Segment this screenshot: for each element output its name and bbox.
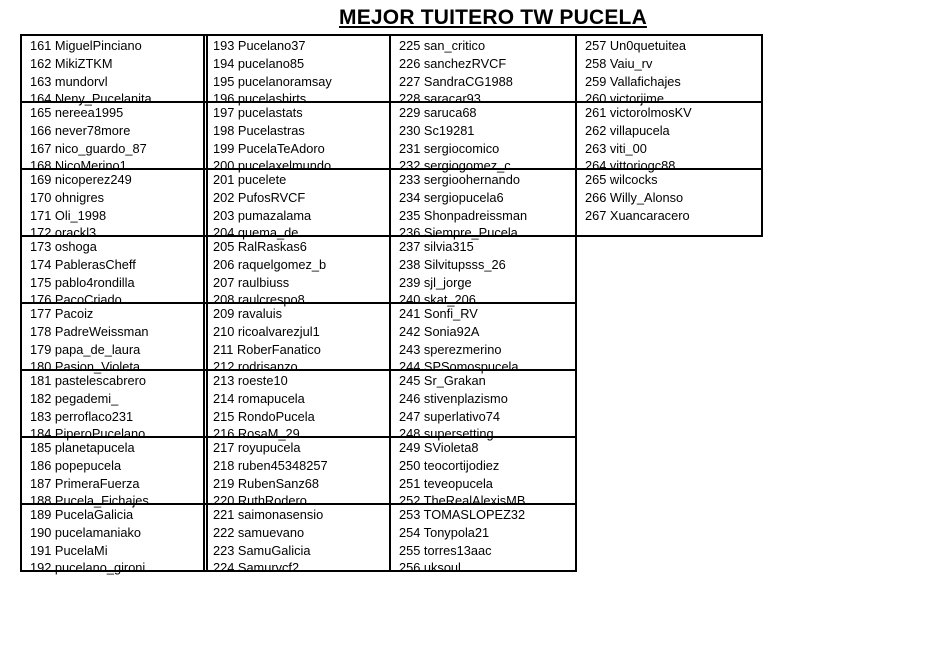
entry-group (389, 503, 577, 576)
list-item: 241 Sonfi_RV (399, 306, 478, 321)
entry-group (203, 302, 391, 375)
list-item: 263 viti_00 (585, 140, 647, 156)
list-item: 244 SPSomospucela (399, 359, 519, 375)
list-item: 177 Pacoiz (30, 306, 94, 321)
entry-group (203, 168, 391, 241)
list-item: 235 Shonpadreissman (399, 207, 528, 223)
entry-group (389, 302, 577, 375)
page-title: MEJOR TUITERO TW PUCELA (339, 6, 647, 29)
list-item: 198 Pucelastras (213, 122, 305, 138)
list-item: 180 Pasion_Violeta (30, 359, 141, 375)
list-item: 194 pucelano85 (213, 55, 305, 71)
list-item: 174 PablerasCheff (30, 256, 136, 272)
list-item: 247 superlativo74 (399, 408, 501, 424)
list-item: 206 raquelgomez_b (213, 256, 327, 272)
list-item (577, 224, 761, 242)
list-item: 211 RoberFanatico (213, 341, 321, 357)
list-item: 265 wilcocks (585, 172, 658, 187)
list-item: 162 MikiZTKM (30, 55, 113, 71)
list-item: 231 sergiocomico (399, 140, 500, 156)
list-item: 217 royupucela (213, 440, 301, 455)
entry-group (389, 235, 577, 308)
list-item: 163 mundorvl (30, 73, 108, 89)
list-item: 261 victorolmosKV (585, 105, 692, 120)
list-item: 184 PiperoPucelano (30, 426, 146, 442)
list-item: 218 ruben45348257 (213, 457, 328, 473)
list-item: 213 roeste10 (213, 373, 288, 388)
entry-group (203, 436, 391, 509)
list-item: 176 PacoCriado (30, 292, 122, 308)
list-item: 205 RalRaskas6 (213, 239, 307, 254)
entry-group (203, 503, 391, 576)
list-item: 224 Samurvcf2 (213, 560, 300, 576)
list-item: 189 PucelaGalicia (30, 507, 134, 522)
list-item: 246 stivenplazismo (399, 390, 508, 406)
entry-group (20, 436, 208, 509)
list-item: 199 PucelaTeAdoro (213, 140, 325, 156)
list-item: 197 pucelastats (213, 105, 303, 120)
list-item: 258 Vaiu_rv (585, 55, 653, 71)
list-item: 243 sperezmerino (399, 341, 502, 357)
list-item: 200 pucelaxelmundo (213, 158, 332, 174)
entry-group (20, 369, 208, 442)
list-item: 183 perroflaco231 (30, 408, 134, 424)
list-item: 178 PadreWeissman (30, 323, 149, 339)
list-item: 255 torres13aac (399, 542, 492, 558)
entry-group (203, 369, 391, 442)
table-column (575, 34, 763, 237)
entry-group (389, 34, 577, 107)
list-item: 245 Sr_Grakan (399, 373, 486, 388)
list-item: 221 saimonasensio (213, 507, 324, 522)
list-item: 169 nicoperez249 (30, 172, 132, 187)
list-item: 208 raulcrespo8 (213, 292, 305, 308)
entry-group (20, 168, 208, 241)
list-item: 193 Pucelano37 (213, 38, 306, 53)
list-item: 187 PrimeraFuerza (30, 475, 140, 491)
entry-group (389, 168, 577, 241)
list-item: 234 sergiopucela6 (399, 189, 504, 205)
list-item: 260 victorjime (585, 91, 664, 107)
list-item: 172 orackl3 (30, 225, 97, 241)
list-item: 182 pegademi_ (30, 390, 119, 406)
list-item: 248 supersetting (399, 426, 494, 442)
list-item: 219 RubenSanz68 (213, 475, 320, 491)
entry-group (20, 34, 208, 107)
list-item: 228 saracar93 (399, 91, 481, 107)
list-item: 185 planetapucela (30, 440, 135, 455)
list-item: 254 Tonypola21 (399, 524, 490, 540)
list-item: 188 Pucela_Fichajes (30, 493, 149, 509)
list-item: 262 villapucela (585, 122, 670, 138)
list-item: 204 quema_de (213, 225, 299, 241)
list-item: 239 sjl_jorge (399, 274, 472, 290)
list-item: 259 Vallafichajes (585, 73, 681, 89)
list-item: 196 pucelashirts (213, 91, 307, 107)
entry-group (575, 34, 763, 107)
list-item: 207 raulbiuss (213, 274, 290, 290)
entry-group (20, 101, 208, 174)
entry-group (389, 101, 577, 174)
entry-group (389, 369, 577, 442)
list-item: 229 saruca68 (399, 105, 477, 120)
list-item: 167 nico_guardo_87 (30, 140, 147, 156)
entry-group (575, 168, 763, 237)
list-item: 252 TheRealAlexisMB (399, 493, 526, 509)
list-item: 237 silvia315 (399, 239, 474, 254)
list-item: 171 Oli_1998 (30, 207, 107, 223)
table-column (20, 34, 208, 576)
list-item: 232 sergiogomez_c (399, 158, 511, 174)
list-item: 249 SVioleta8 (399, 440, 479, 455)
list-item: 242 Sonia92A (399, 323, 480, 339)
entry-group (20, 302, 208, 375)
list-item: 220 RuthRodero (213, 493, 307, 509)
list-item: 214 romapucela (213, 390, 305, 406)
list-item: 186 popepucela (30, 457, 122, 473)
list-item: 216 RosaM_29 (213, 426, 300, 442)
list-item: 195 pucelanoramsay (213, 73, 332, 89)
list-item: 215 RondoPucela (213, 408, 315, 424)
list-item: 175 pablo4rondilla (30, 274, 135, 290)
list-item: 166 never78more (30, 122, 131, 138)
list-item: 257 Un0quetuitea (585, 38, 687, 53)
list-item: 192 pucelano_gironi (30, 560, 146, 576)
entry-group (203, 34, 391, 107)
list-item: 190 pucelamaniako (30, 524, 141, 540)
list-item: 253 TOMASLOPEZ32 (399, 507, 526, 522)
list-item: 201 pucelete (213, 172, 287, 187)
list-item: 236 Siempre_Pucela (399, 225, 518, 241)
list-item: 212 rodrisanzo (213, 359, 298, 375)
list-item: 203 pumazalama (213, 207, 312, 223)
table-column (389, 34, 577, 576)
list-item: 209 ravaluis (213, 306, 283, 321)
entry-group (20, 235, 208, 308)
list-item: 161 MiguelPinciano (30, 38, 142, 53)
list-item: 164 Neny_Pucelanita (30, 91, 152, 107)
list-item: 266 Willy_Alonso (585, 189, 684, 205)
list-item: 179 papa_de_laura (30, 341, 141, 357)
list-item: 210 ricoalvarezjul1 (213, 323, 320, 339)
list-item: 170 ohnigres (30, 189, 104, 205)
entry-group (203, 101, 391, 174)
entry-group (575, 101, 763, 174)
list-item: 181 pastelescabrero (30, 373, 146, 388)
list-item: 238 Silvitupsss_26 (399, 256, 506, 272)
list-item: 251 teveopucela (399, 475, 493, 491)
list-item: 222 samuevano (213, 524, 305, 540)
list-item: 230 Sc19281 (399, 122, 475, 138)
list-item: 250 teocortijodiez (399, 457, 500, 473)
list-item: 202 PufosRVCF (213, 189, 306, 205)
list-item: 226 sanchezRVCF (399, 55, 507, 71)
list-item: 256 uksoul (399, 560, 461, 576)
list-item: 165 nereea1995 (30, 105, 124, 120)
entry-group (389, 436, 577, 509)
list-item: 225 san_critico (399, 38, 486, 53)
list-item: 223 SamuGalicia (213, 542, 311, 558)
entry-group (20, 503, 208, 576)
list-item: 233 sergioohernando (399, 172, 520, 187)
list-item: 264 vittoriogc88 (585, 158, 676, 174)
list-item: 267 Xuancaracero (585, 207, 690, 223)
list-item: 168 NicoMerino1 (30, 158, 127, 174)
list-item: 240 skat_206 (399, 292, 476, 308)
list-item: 227 SandraCG1988 (399, 73, 513, 89)
list-item: 173 oshoga (30, 239, 97, 254)
list-item: 191 PucelaMi (30, 542, 108, 558)
table-column (203, 34, 391, 576)
entry-group (203, 235, 391, 308)
